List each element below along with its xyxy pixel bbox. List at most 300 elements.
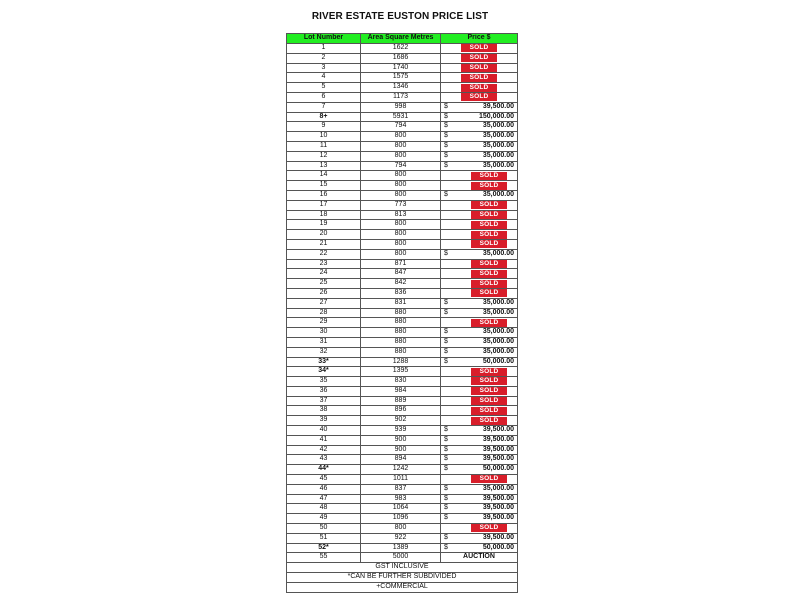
currency-symbol: $ — [444, 122, 448, 130]
lot-number-cell: 50 — [287, 524, 361, 534]
area-cell: 1346 — [361, 83, 441, 93]
price-cell — [441, 367, 518, 377]
price-cell — [441, 230, 518, 240]
price-cell — [441, 543, 518, 553]
header-area: Area Square Metres — [361, 34, 441, 44]
area-cell: 889 — [361, 396, 441, 406]
price-cell — [441, 112, 518, 122]
price-cell — [441, 279, 518, 289]
area-cell: 1011 — [361, 475, 441, 485]
lot-number-cell: 8+ — [287, 112, 361, 122]
lot-number-cell: 32 — [287, 347, 361, 357]
price-cell — [441, 200, 518, 210]
area-cell: 998 — [361, 102, 441, 112]
price-cell — [441, 259, 518, 269]
price-cell — [441, 102, 518, 112]
lot-number-cell: 7 — [287, 102, 361, 112]
table-row — [287, 337, 518, 347]
sold-badge: SOLD — [471, 211, 507, 219]
lot-number-cell: 39 — [287, 416, 361, 426]
table-row — [287, 210, 518, 220]
area-cell: 1173 — [361, 92, 441, 102]
table-row — [287, 465, 518, 475]
lot-number-cell: 55 — [287, 553, 361, 563]
lot-number-cell: 33* — [287, 357, 361, 367]
currency-symbol: $ — [444, 435, 448, 443]
lot-number-cell: 38 — [287, 406, 361, 416]
lot-number-cell: 42 — [287, 445, 361, 455]
price-cell — [441, 161, 518, 171]
price-cell — [441, 190, 518, 200]
lot-number-cell: 51 — [287, 533, 361, 543]
price-cell — [441, 239, 518, 249]
area-cell: 1288 — [361, 357, 441, 367]
lot-number-cell: 2 — [287, 53, 361, 63]
price-amount: 39,500.00 — [482, 435, 514, 443]
table-row — [287, 308, 518, 318]
price-amount: 35,000.00 — [482, 161, 514, 169]
price-cell — [441, 475, 518, 485]
currency-symbol: $ — [444, 298, 448, 306]
price-cell — [441, 504, 518, 514]
currency-symbol: $ — [444, 112, 448, 120]
area-cell: 1395 — [361, 367, 441, 377]
price-amount: 35,000.00 — [482, 151, 514, 159]
currency-symbol: $ — [444, 141, 448, 149]
footer-note: GST INCLUSIVE — [287, 563, 518, 573]
area-cell: 830 — [361, 377, 441, 387]
area-cell: 800 — [361, 181, 441, 191]
table-row — [287, 92, 518, 102]
lot-number-cell: 37 — [287, 396, 361, 406]
lot-number-cell: 45 — [287, 475, 361, 485]
price-cell — [441, 171, 518, 181]
sold-badge: SOLD — [471, 475, 507, 483]
lot-number-cell: 21 — [287, 239, 361, 249]
lot-number-cell: 4 — [287, 73, 361, 83]
currency-symbol: $ — [444, 445, 448, 453]
area-cell: 1096 — [361, 514, 441, 524]
price-amount: 39,500.00 — [482, 514, 514, 522]
price-cell — [441, 445, 518, 455]
price-cell — [441, 396, 518, 406]
currency-symbol: $ — [444, 484, 448, 492]
price-cell — [441, 151, 518, 161]
footer-note: +COMMERCIAL — [287, 582, 518, 592]
currency-symbol: $ — [444, 190, 448, 198]
price-cell — [441, 553, 518, 563]
price-cell — [441, 83, 518, 93]
table-row — [287, 220, 518, 230]
price-amount: 50,000.00 — [482, 543, 514, 551]
area-cell: 902 — [361, 416, 441, 426]
price-list-table — [286, 33, 518, 593]
price-cell — [441, 455, 518, 465]
sold-badge: SOLD — [471, 231, 507, 239]
lot-number-cell: 36 — [287, 386, 361, 396]
sold-badge: SOLD — [471, 377, 507, 385]
table-row — [287, 494, 518, 504]
table-row — [287, 475, 518, 485]
currency-symbol: $ — [444, 455, 448, 463]
sold-badge: SOLD — [461, 44, 497, 52]
price-cell — [441, 426, 518, 436]
table-row — [287, 132, 518, 142]
table-row — [287, 122, 518, 132]
lot-number-cell: 34* — [287, 367, 361, 377]
price-amount: 35,000.00 — [482, 484, 514, 492]
area-cell: 5000 — [361, 553, 441, 563]
table-row — [287, 445, 518, 455]
table-row — [287, 504, 518, 514]
price-cell — [441, 494, 518, 504]
lot-number-cell: 5 — [287, 83, 361, 93]
price-amount: 35,000.00 — [482, 122, 514, 130]
table-row — [287, 83, 518, 93]
lot-number-cell: 43 — [287, 455, 361, 465]
area-cell: 1622 — [361, 44, 441, 54]
area-cell: 800 — [361, 171, 441, 181]
sold-badge: SOLD — [471, 397, 507, 405]
price-cell — [441, 416, 518, 426]
price-cell — [441, 435, 518, 445]
area-cell: 831 — [361, 298, 441, 308]
table-row — [287, 239, 518, 249]
table-row — [287, 533, 518, 543]
currency-symbol: $ — [444, 514, 448, 522]
sold-badge: SOLD — [471, 407, 507, 415]
area-cell: 880 — [361, 328, 441, 338]
lot-number-cell: 41 — [287, 435, 361, 445]
footer-row — [287, 563, 518, 573]
lot-number-cell: 13 — [287, 161, 361, 171]
lot-number-cell: 15 — [287, 181, 361, 191]
table-row — [287, 543, 518, 553]
area-cell: 847 — [361, 269, 441, 279]
price-cell — [441, 484, 518, 494]
area-cell: 880 — [361, 308, 441, 318]
sold-badge: SOLD — [471, 524, 507, 532]
table-row — [287, 102, 518, 112]
price-cell — [441, 53, 518, 63]
price-cell — [441, 288, 518, 298]
auction-label: AUCTION — [463, 553, 495, 561]
area-cell: 773 — [361, 200, 441, 210]
price-cell — [441, 386, 518, 396]
lot-number-cell: 9 — [287, 122, 361, 132]
price-cell — [441, 44, 518, 54]
table-row — [287, 151, 518, 161]
price-cell — [441, 328, 518, 338]
header-price: Price $ — [441, 34, 518, 44]
table-body — [287, 44, 518, 563]
area-cell: 837 — [361, 484, 441, 494]
area-cell: 900 — [361, 435, 441, 445]
price-amount: 150,000.00 — [478, 112, 514, 120]
price-cell — [441, 533, 518, 543]
price-amount: 39,500.00 — [482, 494, 514, 502]
table-row — [287, 416, 518, 426]
table-row — [287, 328, 518, 338]
area-cell: 836 — [361, 288, 441, 298]
lot-number-cell: 49 — [287, 514, 361, 524]
table-row — [287, 298, 518, 308]
price-cell — [441, 308, 518, 318]
sold-badge: SOLD — [471, 289, 507, 297]
price-cell — [441, 269, 518, 279]
price-cell — [441, 298, 518, 308]
price-amount: 50,000.00 — [482, 357, 514, 365]
table-row — [287, 181, 518, 191]
lot-number-cell: 20 — [287, 230, 361, 240]
currency-symbol: $ — [444, 132, 448, 140]
table-row — [287, 269, 518, 279]
sold-badge: SOLD — [471, 387, 507, 395]
table-row — [287, 426, 518, 436]
currency-symbol: $ — [444, 249, 448, 257]
table-row — [287, 386, 518, 396]
lot-number-cell: 47 — [287, 494, 361, 504]
lot-number-cell: 27 — [287, 298, 361, 308]
lot-number-cell: 44* — [287, 465, 361, 475]
sold-badge: SOLD — [461, 84, 497, 92]
table-row — [287, 435, 518, 445]
lot-number-cell: 17 — [287, 200, 361, 210]
lot-number-cell: 11 — [287, 141, 361, 151]
sold-badge: SOLD — [461, 74, 497, 82]
table-row — [287, 455, 518, 465]
currency-symbol: $ — [444, 161, 448, 169]
lot-number-cell: 18 — [287, 210, 361, 220]
area-cell: 1740 — [361, 63, 441, 73]
area-cell: 1686 — [361, 53, 441, 63]
sold-badge: SOLD — [471, 319, 507, 327]
area-cell: 1389 — [361, 543, 441, 553]
price-cell — [441, 514, 518, 524]
lot-number-cell: 40 — [287, 426, 361, 436]
lot-number-cell: 14 — [287, 171, 361, 181]
sold-badge: SOLD — [471, 270, 507, 278]
price-amount: 35,000.00 — [482, 190, 514, 198]
table-row — [287, 63, 518, 73]
price-cell — [441, 406, 518, 416]
price-amount: 35,000.00 — [482, 141, 514, 149]
currency-symbol: $ — [444, 308, 448, 316]
lot-number-cell: 52* — [287, 543, 361, 553]
lot-number-cell: 31 — [287, 337, 361, 347]
lot-number-cell: 35 — [287, 377, 361, 387]
area-cell: 800 — [361, 230, 441, 240]
price-cell — [441, 524, 518, 534]
table-row — [287, 357, 518, 367]
table-row — [287, 200, 518, 210]
area-cell: 880 — [361, 337, 441, 347]
lot-number-cell: 24 — [287, 269, 361, 279]
currency-symbol: $ — [444, 465, 448, 473]
table-row — [287, 171, 518, 181]
table-row — [287, 347, 518, 357]
table-row — [287, 484, 518, 494]
area-cell: 800 — [361, 220, 441, 230]
lot-number-cell: 6 — [287, 92, 361, 102]
header-lot-number: Lot Number — [287, 34, 361, 44]
price-cell — [441, 337, 518, 347]
lot-number-cell: 29 — [287, 318, 361, 328]
price-amount: 35,000.00 — [482, 347, 514, 355]
currency-symbol: $ — [444, 357, 448, 365]
lot-number-cell: 12 — [287, 151, 361, 161]
price-amount: 35,000.00 — [482, 328, 514, 336]
table-row — [287, 367, 518, 377]
area-cell: 5931 — [361, 112, 441, 122]
area-cell: 894 — [361, 455, 441, 465]
table-row — [287, 406, 518, 416]
price-amount: 39,500.00 — [482, 455, 514, 463]
area-cell: 922 — [361, 533, 441, 543]
price-cell — [441, 220, 518, 230]
price-amount: 35,000.00 — [482, 249, 514, 257]
price-cell — [441, 132, 518, 142]
price-amount: 39,500.00 — [482, 504, 514, 512]
sold-badge: SOLD — [461, 54, 497, 62]
sold-badge: SOLD — [471, 280, 507, 288]
price-amount: 35,000.00 — [482, 337, 514, 345]
footer-note: *CAN BE FURTHER SUBDIVIDED — [287, 573, 518, 583]
footer-row — [287, 582, 518, 592]
lot-number-cell: 23 — [287, 259, 361, 269]
price-cell — [441, 249, 518, 259]
lot-number-cell: 26 — [287, 288, 361, 298]
lot-number-cell: 30 — [287, 328, 361, 338]
price-cell — [441, 181, 518, 191]
price-cell — [441, 347, 518, 357]
currency-symbol: $ — [444, 543, 448, 551]
area-cell: 813 — [361, 210, 441, 220]
lot-number-cell: 46 — [287, 484, 361, 494]
lot-number-cell: 10 — [287, 132, 361, 142]
area-cell: 794 — [361, 122, 441, 132]
table-row — [287, 553, 518, 563]
sold-badge: SOLD — [471, 172, 507, 180]
currency-symbol: $ — [444, 533, 448, 541]
table-row — [287, 288, 518, 298]
table-row — [287, 396, 518, 406]
area-cell: 896 — [361, 406, 441, 416]
table-footer — [287, 563, 518, 592]
table-row — [287, 44, 518, 54]
table-row — [287, 73, 518, 83]
area-cell: 800 — [361, 249, 441, 259]
area-cell: 800 — [361, 190, 441, 200]
price-cell — [441, 92, 518, 102]
price-cell — [441, 73, 518, 83]
lot-number-cell: 19 — [287, 220, 361, 230]
lot-number-cell: 1 — [287, 44, 361, 54]
price-cell — [441, 122, 518, 132]
sold-badge: SOLD — [471, 201, 507, 209]
table-row — [287, 377, 518, 387]
sold-badge: SOLD — [461, 93, 497, 101]
currency-symbol: $ — [444, 151, 448, 159]
sold-badge: SOLD — [471, 417, 507, 425]
area-cell: 842 — [361, 279, 441, 289]
area-cell: 983 — [361, 494, 441, 504]
area-cell: 1064 — [361, 504, 441, 514]
currency-symbol: $ — [444, 347, 448, 355]
price-amount: 39,500.00 — [482, 426, 514, 434]
page-title: RIVER ESTATE EUSTON PRICE LIST — [311, 11, 489, 22]
price-amount: 35,000.00 — [482, 132, 514, 140]
table-row — [287, 249, 518, 259]
area-cell: 1242 — [361, 465, 441, 475]
table-row — [287, 279, 518, 289]
table-row — [287, 190, 518, 200]
price-cell — [441, 63, 518, 73]
price-cell — [441, 318, 518, 328]
price-amount: 50,000.00 — [482, 465, 514, 473]
currency-symbol: $ — [444, 426, 448, 434]
table-row — [287, 230, 518, 240]
sold-badge: SOLD — [471, 368, 507, 376]
area-cell: 1575 — [361, 73, 441, 83]
area-cell: 800 — [361, 132, 441, 142]
table-row — [287, 514, 518, 524]
table-row — [287, 53, 518, 63]
area-cell: 794 — [361, 161, 441, 171]
area-cell: 800 — [361, 239, 441, 249]
sold-badge: SOLD — [471, 182, 507, 190]
price-amount: 39,500.00 — [482, 102, 514, 110]
table-row — [287, 318, 518, 328]
sold-badge: SOLD — [471, 240, 507, 248]
area-cell: 800 — [361, 524, 441, 534]
price-cell — [441, 357, 518, 367]
price-cell — [441, 141, 518, 151]
area-cell: 900 — [361, 445, 441, 455]
sold-badge: SOLD — [471, 221, 507, 229]
area-cell: 871 — [361, 259, 441, 269]
price-cell — [441, 465, 518, 475]
sold-badge: SOLD — [471, 260, 507, 268]
table-row — [287, 161, 518, 171]
lot-number-cell: 48 — [287, 504, 361, 514]
price-amount: 39,500.00 — [482, 445, 514, 453]
price-amount: 39,500.00 — [482, 533, 514, 541]
table-row — [287, 141, 518, 151]
currency-symbol: $ — [444, 328, 448, 336]
currency-symbol: $ — [444, 337, 448, 345]
currency-symbol: $ — [444, 494, 448, 502]
area-cell: 939 — [361, 426, 441, 436]
area-cell: 800 — [361, 141, 441, 151]
lot-number-cell: 16 — [287, 190, 361, 200]
table-row — [287, 259, 518, 269]
sold-badge: SOLD — [461, 64, 497, 72]
lot-number-cell: 3 — [287, 63, 361, 73]
area-cell: 880 — [361, 347, 441, 357]
lot-number-cell: 22 — [287, 249, 361, 259]
currency-symbol: $ — [444, 504, 448, 512]
price-cell — [441, 210, 518, 220]
price-amount: 35,000.00 — [482, 308, 514, 316]
lot-number-cell: 25 — [287, 279, 361, 289]
table-row — [287, 524, 518, 534]
price-amount: 35,000.00 — [482, 298, 514, 306]
table-header-row — [287, 34, 518, 44]
area-cell: 800 — [361, 151, 441, 161]
area-cell: 984 — [361, 386, 441, 396]
table-row — [287, 112, 518, 122]
